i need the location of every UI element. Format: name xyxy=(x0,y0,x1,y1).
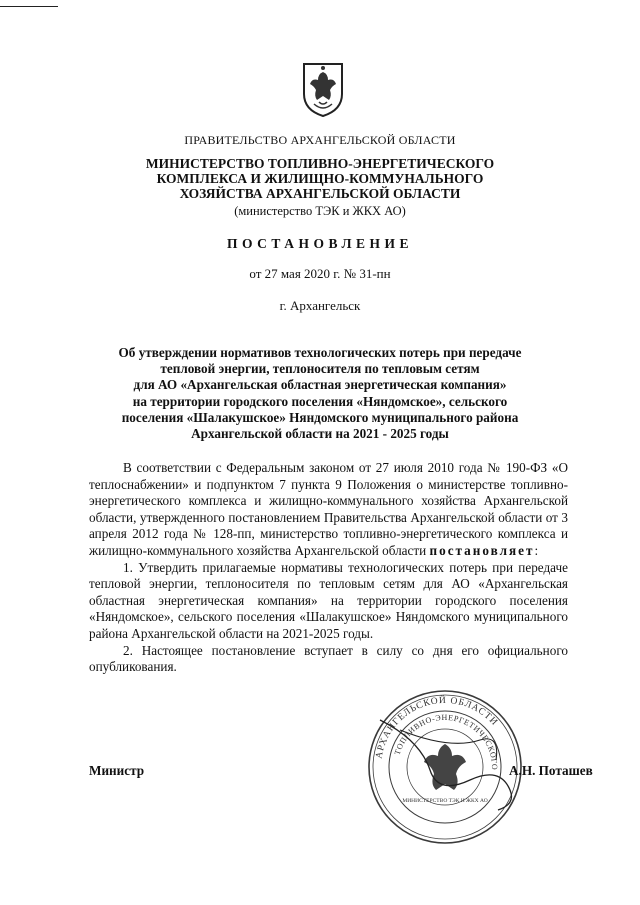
document-body xyxy=(89,460,568,676)
signatory-name: А.Н. Поташев xyxy=(509,763,593,778)
title-line: Об утверждении нормативов технологических потерь при передаче xyxy=(118,345,522,360)
seal-outer-text: АРХАНГЕЛЬСКОЙ ОБЛАСТИ xyxy=(374,695,500,760)
seal-center-text: МИНИСТЕРСТВО ТЭК И ЖКХ АО xyxy=(402,798,488,804)
document-date-number: от 27 мая 2020 г. № 31-пн xyxy=(249,266,391,281)
title-line: тепловой энергии, теплоносителя по тепловым сетям xyxy=(160,361,480,377)
title-line: Архангельской области на 2021 - 2025 годы xyxy=(191,426,449,442)
ministry-line: ХОЗЯЙСТВА АРХАНГЕЛЬСКОЙ ОБЛАСТИ xyxy=(179,186,461,201)
title-line: для АО «Архангельская областная энергетическая компания» xyxy=(133,377,507,393)
seal-inner-text: ТОПЛИВНО-ЭНЕРГЕТИЧЕСКОГО xyxy=(392,712,500,771)
signatory-position: Министр xyxy=(89,763,145,778)
coat-of-arms-icon xyxy=(300,60,346,118)
preamble-text: В соответствии с Федеральным законом от 27 июля 2010 года № 190-ФЗ «О теплоснабжении» и подпунктом 7 пункта 9 Положения о министерстве топливно-энергетического комплекса и жилищно-коммунального хозяйства Архангельской области, утвержденного постановлением Правительства Архангельской области от 3 апреля 2012 года № 128-пп, министерство топливно-энергетического комплекса и жилищно-коммунального хозяйства Архангельской области xyxy=(89,460,568,558)
ministry-line: КОМПЛЕКСА И ЖИЛИЩНО-КОММУНАЛЬНОГО xyxy=(156,171,484,186)
title-line: на территории городского поселения «Няндомское», сельского xyxy=(132,393,508,409)
document-type: ПОСТАНОВЛЕНИЕ xyxy=(226,236,414,251)
ministry-line: МИНИСТЕРСТВО ТОПЛИВНО-ЭНЕРГЕТИЧЕСКОГО xyxy=(145,156,495,171)
government-name: ПРАВИТЕЛЬСТВО АРХАНГЕЛЬСКОЙ ОБЛАСТИ xyxy=(184,133,456,147)
item-2-paragraph: 2. Настоящее постановление вступает в силу со дня его официального опубликования. xyxy=(89,642,568,675)
ministry-name xyxy=(0,156,640,201)
document-title xyxy=(0,345,640,442)
top-rule xyxy=(0,6,58,7)
title-line: поселения «Шалакушское» Няндомского муниципального района xyxy=(121,409,519,425)
ministry-short-name: (министерство ТЭК и ЖКХ АО) xyxy=(234,204,406,218)
document-city: г. Архангельск xyxy=(279,298,361,313)
decrees-word: постановляет xyxy=(429,542,535,558)
preamble-paragraph: В соответствии с Федеральным законом от 27 июля 2010 года № 190-ФЗ «О теплоснабжении» и подпунктом 7 пункта 9 Положения о министерстве топливно-энергетического комплекса и жилищно-коммунального хозяйства Архангельской области, утвержденного постановлением Правительства Архангельской области от 3 апреля 2012 года № 128-пп, министерство топливно-энергетического комплекса и жилищно-коммунального хозяйства Архангельской области постановляет: xyxy=(89,460,568,558)
item-1-paragraph: 1. Утвердить прилагаемые нормативы технологических потерь при передаче тепловой энергии, теплоносителя по тепловым сетям для АО «Архангельская областная энергетическая компания» на территории городского поселения «Няндомское», сельского поселения «Шалакушское» Няндомского муниципального района Архангельской области на 2021-2025 годы. xyxy=(89,559,568,641)
